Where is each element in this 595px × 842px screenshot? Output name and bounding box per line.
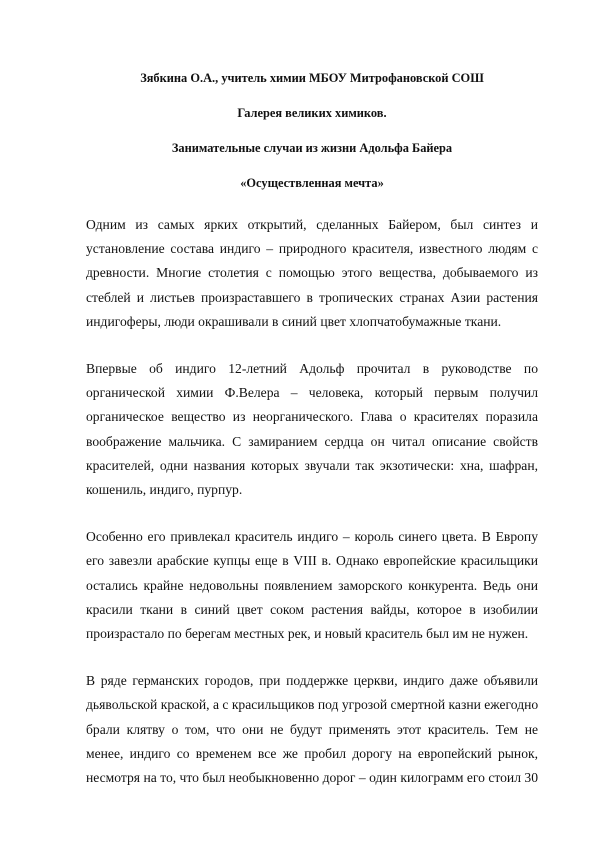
article-body — [86, 213, 538, 790]
series-title: Галерея великих химиков. — [237, 106, 387, 120]
paragraph-line: красителей, одни названия которых звучали так экзотически: хна, шафран, — [86, 457, 538, 473]
paragraph-line: несмотря на то, что был необыкновенно дорог – один килограмм его стоил 30 — [86, 770, 538, 786]
paragraph-line: стеблей и листьев произраставшего в тропических странах Азии растения — [86, 289, 538, 305]
paragraph-line: В ряде германских городов, при поддержке церкви, индиго даже объявили — [86, 673, 538, 689]
paragraph-line: менее, индиго со временем все же пробил дорогу на европейский рынок, — [86, 745, 538, 761]
paragraph-line: брали клятву о том, что они не будут применять этот краситель. Тем не — [86, 721, 538, 737]
paragraph — [86, 213, 538, 334]
paragraph-line: произрастало по берегам местных рек, и новый краситель был им не нужен. — [86, 626, 529, 642]
paragraph-line: органической химии Ф.Велера – человека, который первым получил — [86, 385, 538, 401]
paragraph — [86, 669, 538, 790]
paragraph-line: воображение мальчика. С замиранием сердца он читал описание свойств — [86, 433, 538, 449]
paragraph-line: индигоферы, люди окрашивали в синий цвет хлопчатобумажные ткани. — [86, 313, 502, 329]
paragraph-line: красили ткани в синий цвет соком растения вайды, которое в изобилии — [86, 601, 538, 617]
article-subtitle: Занимательные случаи из жизни Адольфа Байера — [171, 141, 453, 155]
paragraph-line: органическое вещество из неорганического. Глава о красителях поразила — [86, 409, 538, 425]
paragraph-line: древности. Многие столетия с помощью этого вещества, добываемого из — [86, 265, 538, 281]
paragraph-line: установление состава индиго – природного красителя, известного людям с — [86, 241, 538, 257]
paragraph — [86, 525, 538, 646]
paragraph — [86, 357, 538, 502]
paragraph-line: Одним из самых ярких открытий, сделанных Байером, был синтез и — [86, 217, 538, 232]
paragraph-line: кошениль, индиго, пурпур. — [86, 482, 243, 498]
paragraph-line: остались крайне недовольны появлением заморского конкурента. Ведь они — [86, 577, 538, 593]
paragraph-line: Особенно его привлекал краситель индиго – король синего цвета. В Европу — [86, 529, 538, 545]
article-title: «Осуществленная мечта» — [240, 176, 384, 190]
paragraph-line: Впервые об индиго 12-летний Адольф прочитал в руководстве по — [86, 361, 538, 377]
paragraph-line: дьявольской краской, а с красильщиков под угрозой смертной казни ежегодно — [86, 697, 539, 713]
paragraph-line: его завезли арабские купцы еще в VIII в. Однако европейские красильщики — [86, 553, 538, 569]
document-header — [86, 0, 538, 191]
author-line: Зябкина О.А., учитель химии МБОУ Митрофановской СОШ — [140, 71, 484, 85]
